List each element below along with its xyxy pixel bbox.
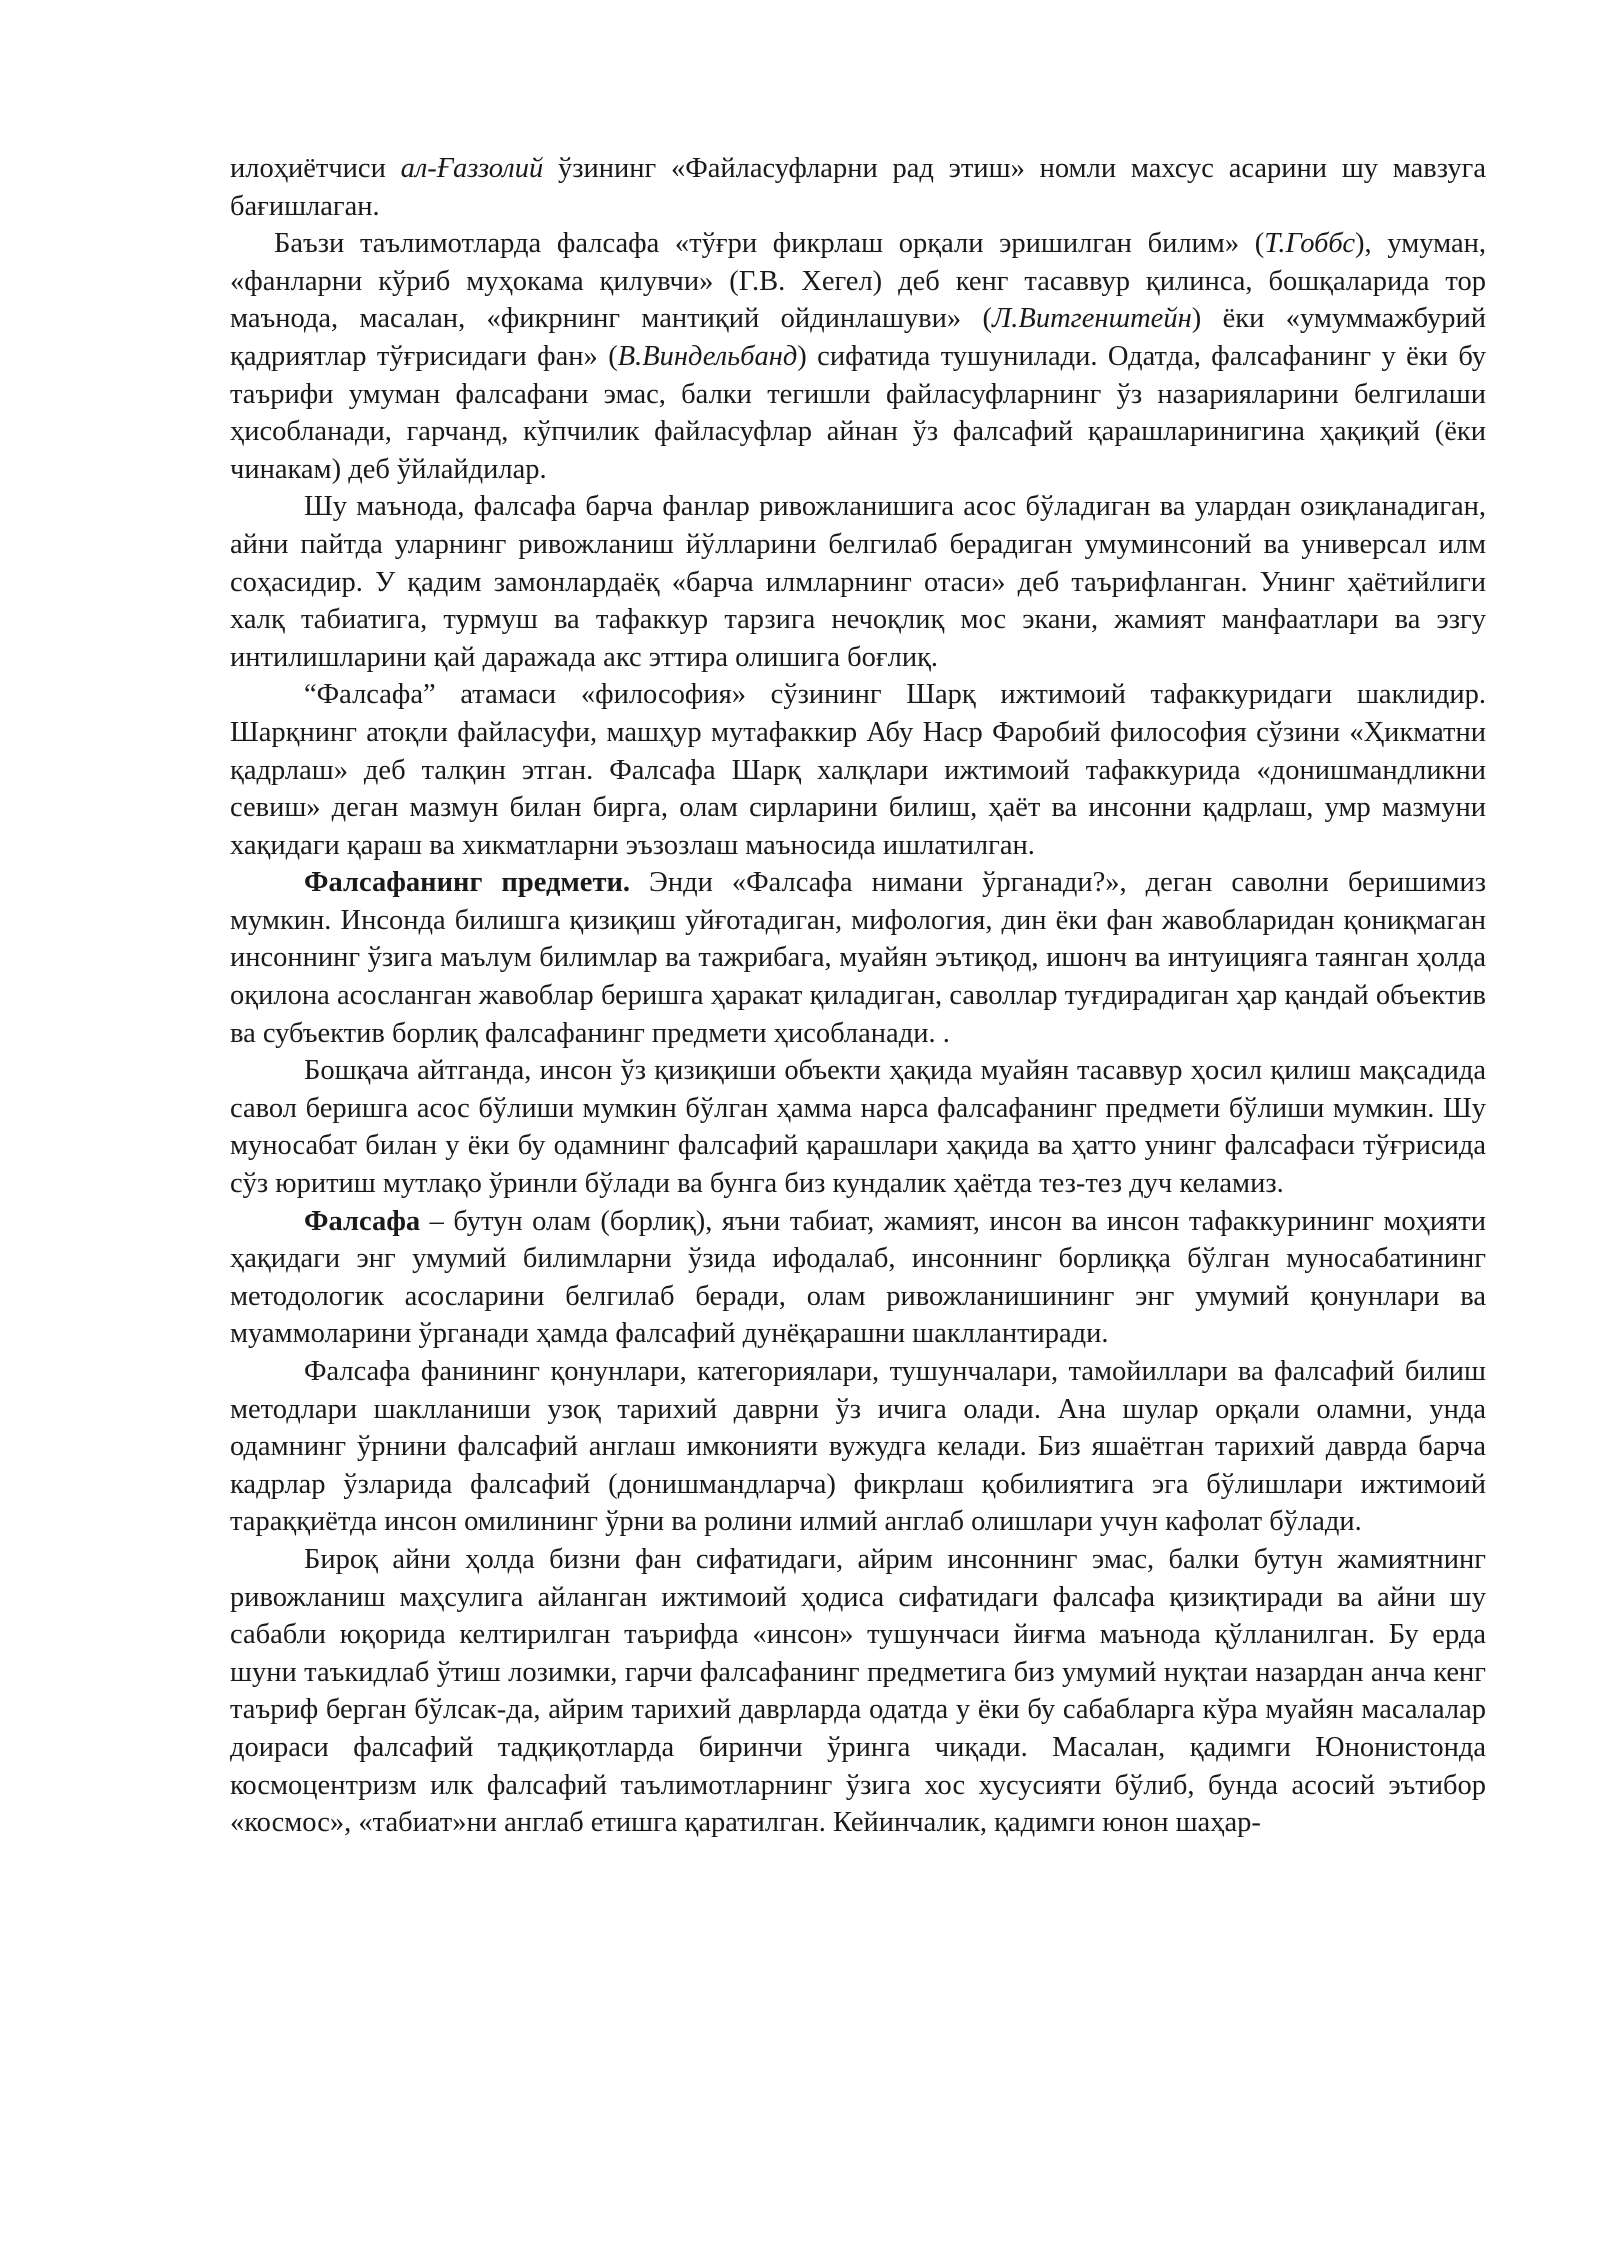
document-page — [230, 150, 1486, 1842]
italic-name: ал-Ғаззолий — [400, 153, 544, 184]
paragraph-8 — [230, 1353, 1486, 1541]
text-run: Бироқ айни ҳолда бизни фан сифатидаги, айрим инсоннинг эмас, балки бутун жамиятнинг ривожланиш маҳсулига айланган ижтимоий ҳодиса сифатидаги фалсафа қизиқтиради ва айни шу сабабли юқорида келтирилган таърифда «инсон» тушунчаси йиғма маънода қўлланилган. Бу ерда шуни таъкидлаб ўтиш лозимки, гарчи фалсафанинг предметига биз умумий нуқтаи назардан анча кенг таъриф берган бўлсак-да, айрим тарихий даврларда одатда у ёки бу сабабларга кўра муайян масалалар доираси фалсафий тадқиқотларда биринчи ўринга чиқади. Масалан, қадимги Юнонистонда космоцентризм илк фалсафий таълимотларнинг ўзига хос хусусияти бўлиб, бунда асосий эътибор «космос», «табиат»ни англаб етишга қаратилган. Кейинчалик, қадимги юнон шаҳар- — [230, 1543, 1486, 1839]
text-run: ) ёки «умуммажбурий қадриятлар тўғрисидаги фан» ( — [230, 303, 1486, 372]
paragraph-2 — [230, 225, 1486, 488]
text-run: ), умуман, «фанларни кўриб муҳокама қилувчи» (Г.В. Хегел) деб кенг тасаввур қилинса, бошқаларида тор маънода, масалан, «фикрнинг мантиқий ойдинлашуви» ( — [230, 228, 1486, 335]
bold-term: Фалсафа — [304, 1205, 421, 1237]
text-run: Бошқача айтганда, инсон ўз қизиқиши объекти ҳақида муайян тасаввур ҳосил қилиш мақсадида савол беришга асос бўлиши мумкин бўлган ҳамма нарса фалсафанинг предмети бўлиши мумкин. Шу муносабат билан у ёки бу одамнинг фалсафий қарашлари ҳақида ва ҳатто унинг фалсафаси тўғрисида сўз юритиш мутлақо ўринли бўлади ва бунга биз кундалик ҳаётда тез-тез дуч келамиз. — [230, 1055, 1486, 1200]
text-run: – бутун олам (борлиқ), яъни табиат, жамият, инсон ва инсон тафаккурининг моҳияти ҳақидаги энг умумий билимларни ўзида ифодалаб, инсоннинг борлиққа бўлган муносабатининг методологик асосларини белгилаб беради, олам ривожланишининг энг умумий қонунлари ва муаммоларини ўрганади ҳамда фалсафий дунёқарашни шакллантиради. — [230, 1205, 1486, 1350]
paragraph-1 — [230, 150, 1486, 225]
paragraph-9 — [230, 1541, 1486, 1842]
text-run: Шу маънода, фалсафа барча фанлар ривожланишига асос бўладиган ва улардан озиқланадиган, айни пайтда уларнинг ривожланиш йўлларини белгилаб берадиган умуминсоний ва универсал илм соҳасидир. У қадим замонлардаёқ «барча илмларнинг отаси» деб таърифланган. Унинг ҳаётийлиги халқ табиатига, турмуш ва тафаккур тарзига нечоқлиқ мос экани, жамият манфаатлари ва эзгу интилишларини қай даражада акс эттира олишига боғлиқ. — [230, 491, 1486, 673]
paragraph-5-subject-of-philosophy — [230, 864, 1486, 1052]
text-run: Энди «Фалсафа нимани ўрганади?», деган саволни беришимиз мумкин. Инсонда билишга қизиқиш уйғотадиган, мифология, дин ёки фан жавобларидан қониқмаган инсоннинг ўзига маълум билимлар ва тажрибага, муайян эътиқод, ишонч ва интуицияга таянган ҳолда оқилона асосланган жавоблар беришга ҳаракат қиладиган, саволлар туғдирадиган ҳар қандай объектив ва субъектив борлиқ фалсафанинг предмети ҳисобланади. . — [230, 867, 1486, 1049]
text-run: илоҳиётчиси — [230, 153, 401, 184]
text-run: ўзининг «Файласуфларни рад этиш» номли махсус асарини шу мавзуга бағишлаган. — [230, 153, 1486, 222]
paragraph-3 — [230, 488, 1486, 676]
text-run: ) сифатида тушунилади. Одатда, фалсафанинг у ёки бу таърифи умуман фалсафани эмас, балки тегишли файласуфларнинг ўз назарияларини белгилаши ҳисобланади, гарчанд, кўпчилик файласуфлар айнан ўз фалсафий қарашларинигина ҳақиқий (ёки чинакам) деб ўйлайдилар. — [230, 340, 1486, 485]
italic-name: В.Виндельбанд — [617, 340, 798, 372]
paragraph-6 — [230, 1052, 1486, 1202]
paragraph-7-definition-of-philosophy — [230, 1203, 1486, 1353]
text-run: “Фалсафа” атамаси «философия» сўзининг Шарқ ижтимоий тафаккуридаги шаклидир. Шарқнинг атоқли файласуфи, машҳур мутафаккир Абу Наср Фаробий философия сўзини «Ҳикматни қадрлаш» деб талқин этган. Фалсафа Шарқ халқлари ижтимоий тафаккурида «донишмандликни севиш» деган мазмун билан бирга, олам сирларини билиш, ҳаёт ва инсонни қадрлаш, умр мазмуни хақидаги қараш ва хикматларни эъзозлаш маъносида ишлатилган. — [230, 679, 1486, 861]
paragraph-4 — [230, 676, 1486, 864]
text-run: Фалсафа фанининг қонунлари, категориялари, тушунчалари, тамойиллари ва фалсафий билиш методлари шаклланиши узоқ тарихий даврни ўз ичига олади. Ана шулар орқали оламни, унда одамнинг ўрнини фалсафий англаш имконияти вужудга келади. Биз яшаётган тарихий даврда барча кадрлар ўзларида фалсафий (донишмандларча) фикрлаш қобилиятига эга бўлишлари ижтимоий тараққиётда инсон омилининг ўрни ва ролини илмий англаб олишлари учун кафолат бўлади. — [230, 1356, 1486, 1538]
italic-name: Л.Витгенштейн — [992, 303, 1192, 335]
italic-name: Т.Гоббс — [1264, 228, 1356, 260]
text-run: Баъзи таълимотларда фалсафа «тўғри фикрлаш орқали эришилган билим» ( — [274, 228, 1265, 260]
bold-term: Фалсафанинг предмети. — [304, 867, 630, 899]
